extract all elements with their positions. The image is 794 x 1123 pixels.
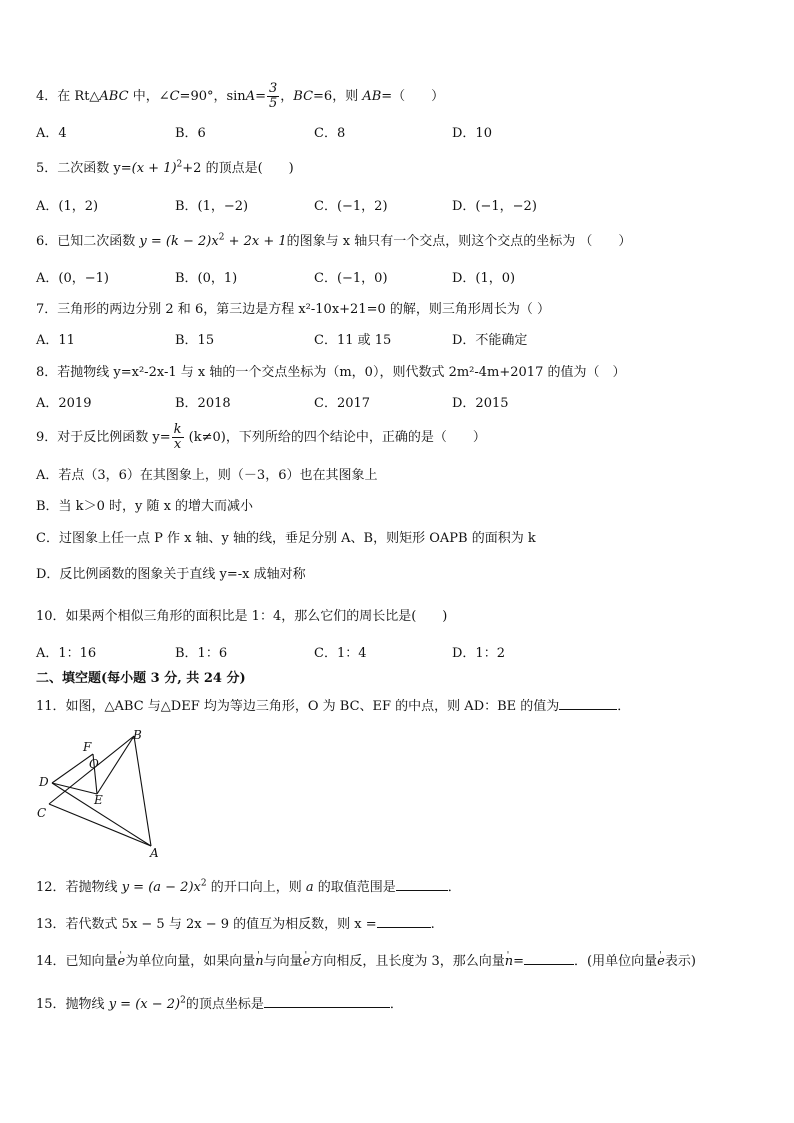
q10-option-c[interactable]: C．1：4 [314, 646, 367, 661]
q14-text: 14．已知向量 [36, 954, 118, 969]
q12-text: 的开口向上，则 [206, 880, 306, 895]
q14-answer-blank[interactable] [524, 951, 574, 965]
question-12-stem [36, 877, 461, 897]
q4-text: =（ ） [381, 89, 445, 104]
q4-text: ， [280, 89, 294, 104]
q4-text: 4．在 Rt△ [36, 89, 100, 104]
q14-vector-n: ' n [505, 954, 513, 969]
q9-text: (k≠0)，下列所给的四个结论中，正确的是（ ） [184, 430, 486, 445]
q14-text: 与向量 [263, 954, 303, 969]
q4-option-a[interactable]: A．4 [36, 126, 67, 141]
q7-option-c[interactable]: C．11 或 15 [314, 333, 392, 348]
question-13-stem [36, 914, 435, 934]
q9-frac-den: x [173, 437, 182, 452]
q6-sup: 2 [218, 232, 225, 243]
q12-tail: ． [447, 880, 461, 895]
q15-expr: y = (x − 2) [108, 997, 181, 1012]
q4-option-d[interactable]: D．10 [452, 126, 492, 141]
segment-ba [134, 736, 151, 846]
q8-option-a[interactable]: A．2019 [36, 396, 92, 411]
q8-option-d[interactable]: D．2015 [452, 396, 509, 411]
q5-option-a[interactable]: A．(1，2) [36, 199, 99, 214]
question-9-stem [36, 422, 486, 454]
label-f: F [83, 740, 92, 754]
q6-text: 的图象与 x 轴只有一个交点，则这个交点的坐标为 （ ） [286, 234, 632, 249]
q5-expr: (x + 1) [131, 161, 177, 176]
q11-text: 11．如图，△ABC 与△DEF 均为等边三角形，O 为 BC、EF 的中点，则 AD：BE 的值为 [36, 699, 560, 714]
q5-text: 5．二次函数 y= [36, 161, 132, 176]
question-14-stem [36, 951, 696, 971]
q7-option-d[interactable]: D．不能确定 [452, 333, 528, 348]
q4-a: A [245, 89, 256, 104]
q6-expr-a: y = (k − 2)x [139, 234, 219, 249]
q4-bc: BC [293, 89, 314, 104]
q4-fraction [267, 82, 279, 111]
label-a: A [150, 846, 159, 860]
section-2-title: 二、填空题(每小题 3 分, 共 24 分) [36, 671, 246, 686]
q14-text: 为单位向量，如果向量 [125, 954, 256, 969]
label-e: E [94, 793, 103, 807]
q14-vector-e: ' e [118, 954, 126, 969]
q6-expr-b: + 2x + 1 [224, 234, 287, 249]
q15-sup: 2 [180, 995, 186, 1006]
q7-option-b[interactable]: B．15 [175, 333, 215, 348]
q9-option-a[interactable]: A．若点（3，6）在其图象上，则（－3，6）也在其图象上 [36, 468, 378, 483]
q4-c: C [169, 89, 180, 104]
label-b: B [133, 728, 142, 742]
q10-option-b[interactable]: B．1：6 [175, 646, 228, 661]
question-4-stem [36, 82, 444, 112]
q11-answer-blank[interactable] [559, 696, 617, 710]
q4-frac-den: 5 [268, 96, 278, 111]
question-7-options [36, 332, 756, 350]
q6-option-b[interactable]: B．(0，1) [175, 271, 238, 286]
q12-answer-blank[interactable] [396, 877, 448, 891]
segment-be [97, 736, 134, 794]
q5-sup: 2 [176, 159, 183, 170]
q4-option-c[interactable]: C．8 [314, 126, 346, 141]
q9-fraction [172, 423, 184, 452]
q14-text: 方向相反，且长度为 3，那么向量 [310, 954, 505, 969]
q4-text: 中，∠ [128, 89, 170, 104]
q11-triangle-figure [30, 724, 180, 864]
question-7-stem: 7．三角形的两边分别 2 和 6，第三边是方程 x²-10x+21=0 的解，则三角形周长为（ ） [36, 302, 551, 317]
label-d: D [39, 775, 49, 789]
q5-option-c[interactable]: C．(−1，2) [314, 199, 388, 214]
question-5-stem [36, 160, 294, 178]
question-6-stem [36, 233, 631, 251]
q15-tail: ． [389, 997, 403, 1012]
question-11-stem [36, 696, 630, 716]
q12-expr: y = (a − 2)x [121, 880, 201, 895]
q15-text: 的顶点坐标是 [185, 997, 264, 1012]
label-o: O [89, 757, 99, 771]
q13-answer-blank[interactable] [377, 914, 431, 928]
q13-tail: . [430, 917, 435, 932]
q5-text: +2 的顶点是( ) [182, 161, 294, 176]
question-15-stem [36, 994, 403, 1014]
q10-option-d[interactable]: D．1：2 [452, 646, 505, 661]
q12-var: a [305, 880, 314, 895]
q4-text: =90°，sin [179, 89, 246, 104]
q7-option-a[interactable]: A．11 [36, 333, 75, 348]
q14-vector-e: ' e [303, 954, 311, 969]
q13-text: 13．若代数式 5x − 5 与 2x − 9 的值互为相反数，则 x = [36, 917, 377, 932]
question-8-options [36, 395, 756, 413]
q14-vector-e: ' e [657, 954, 665, 969]
q4-abc: ABC [99, 89, 129, 104]
segment-de [52, 783, 97, 794]
q14-text: ．(用单位向量 [574, 954, 658, 969]
q4-eq: = [255, 89, 266, 104]
question-10-options [36, 645, 756, 663]
q12-text: 12．若抛物线 [36, 880, 122, 895]
question-8-stem: 8．若抛物线 y=x²-2x-1 与 x 轴的一个交点坐标为（m，0），则代数式 2m²-4m+2017 的值为（ ） [36, 365, 626, 380]
q12-sup: 2 [200, 878, 207, 889]
q4-text: =6，则 [313, 89, 363, 104]
q9-option-c[interactable]: C．过图象上任一点 P 作 x 轴、y 轴的线，垂足分别 A、B，则矩形 OAPB 的面积为 k [36, 531, 536, 546]
segment-df [52, 754, 93, 783]
q6-option-d[interactable]: D．(1，0) [452, 271, 516, 286]
q14-text: = [513, 954, 525, 969]
question-4-options [36, 125, 756, 143]
q9-frac-num: k [173, 422, 182, 437]
q6-text: 6．已知二次函数 [36, 234, 140, 249]
question-5-options [36, 198, 756, 216]
q9-text: 9．对于反比例函数 y= [36, 430, 171, 445]
q15-answer-blank[interactable] [264, 994, 390, 1008]
segment-ca [49, 804, 151, 846]
q5-option-b[interactable]: B．(1，−2) [175, 199, 249, 214]
q11-text: ． [617, 699, 631, 714]
q4-ab: AB [362, 89, 382, 104]
q6-option-a[interactable]: A．(0，−1) [36, 271, 109, 286]
q8-option-b[interactable]: B．2018 [175, 396, 231, 411]
q12-text: 的取值范围是 [313, 880, 396, 895]
q15-text: 15．抛物线 [36, 997, 109, 1012]
label-c: C [37, 806, 47, 820]
question-6-options [36, 270, 756, 288]
q10-option-a[interactable]: A．1：16 [36, 646, 97, 661]
question-10-stem: 10．如果两个相似三角形的面积比是 1：4，那么它们的周长比是( ) [36, 609, 448, 624]
q14-text: 表示) [664, 954, 696, 969]
q9-option-d[interactable]: D．反比例函数的图象关于直线 y=-x 成轴对称 [36, 567, 306, 582]
q4-frac-num: 3 [268, 81, 278, 96]
q8-option-c[interactable]: C．2017 [314, 396, 371, 411]
q14-vector-n: ' n [255, 954, 263, 969]
q4-option-b[interactable]: B．6 [175, 126, 206, 141]
q9-option-b[interactable]: B．当 k＞0 时，y 随 x 的增大而减小 [36, 499, 254, 514]
q5-option-d[interactable]: D．(−1，−2) [452, 199, 537, 214]
q6-option-c[interactable]: C．(−1，0) [314, 271, 388, 286]
